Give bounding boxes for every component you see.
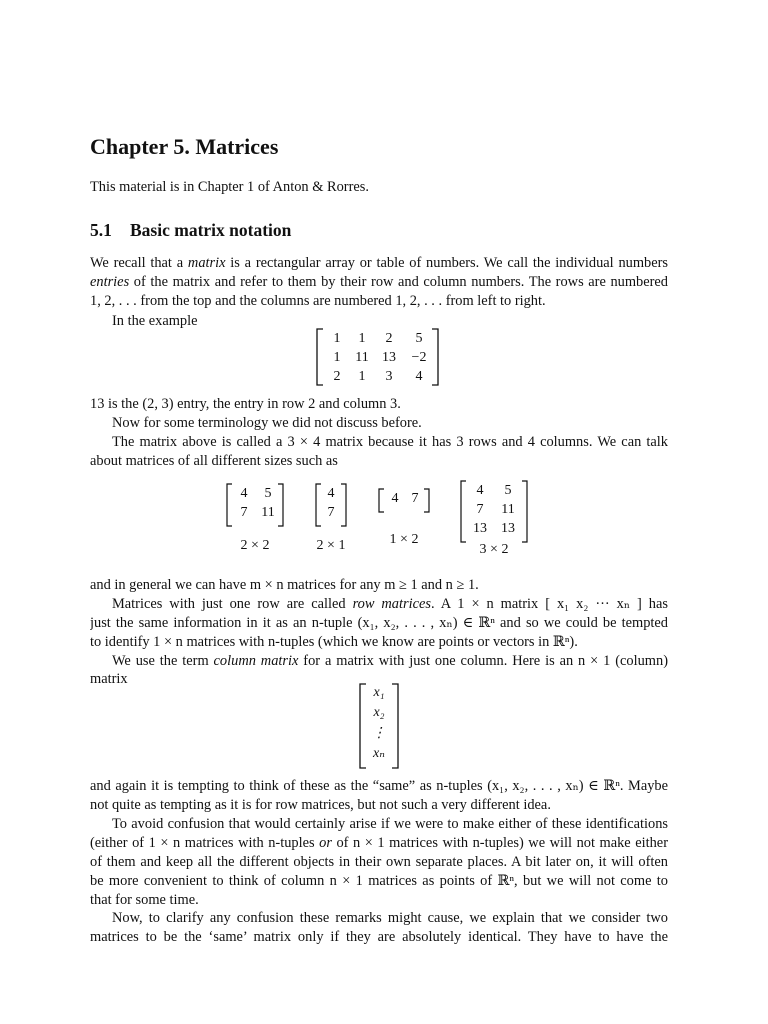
size-example-entry: 5: [504, 483, 512, 498]
size-example-entry: 7: [240, 505, 248, 520]
confusion-line-3: of them and keep all the different objects in their own separate places. A bit later on, it will often: [90, 854, 668, 870]
row-para-line-2: just the same information in it as an n-tuple (x₁, x₂, . . . , xₙ) ∈ ℝⁿ and so we could be tempted: [90, 615, 668, 631]
example-matrix-entry: 1: [333, 350, 341, 365]
size-example-matrix: [226, 483, 284, 527]
example-matrix-entry: 13: [382, 350, 396, 365]
col-para-line-1: We use the term column matrix for a matrix with just one column. Here is an n × 1 (column): [112, 653, 668, 669]
size-line-2: about matrices of all different sizes such as: [90, 453, 338, 469]
terminology-line: Now for some terminology we did not discuss before.: [112, 415, 422, 431]
column-matrix-entry: ⋮: [372, 726, 386, 741]
size-example-entry: 4: [476, 483, 484, 498]
size-example-entry: 11: [501, 502, 515, 517]
same-para-line-1: and again it is tempting to think of these as the “same” as n-tuples (x₁, x₂, . . . , xₙ) ∈ ℝⁿ. Maybe: [90, 778, 668, 794]
size-example-matrix: [378, 488, 430, 513]
column-matrix-entry: x₁: [373, 685, 385, 700]
size-example-entry: 5: [264, 486, 272, 501]
size-line-1: The matrix above is called a 3 × 4 matrix because it has 3 rows and 4 columns. We can talk: [112, 434, 668, 450]
clarify-line-2: matrices to be the ‘same’ matrix only if they are absolutely identical. They have to have the: [90, 929, 668, 945]
para1-line-3: 1, 2, . . . from the top and the columns are numbered 1, 2, . . . from left to right.: [90, 293, 546, 309]
example-matrix: [315, 327, 440, 387]
chapter-title: Chapter 5. Matrices: [90, 134, 279, 159]
example-matrix-entry: 11: [355, 350, 369, 365]
column-matrix: [358, 682, 400, 770]
row-para-line-1: Matrices with just one row are called row matrices. A 1 × n matrix [ x₁ x₂ ··· xₙ ] has: [112, 596, 668, 612]
para1-line-2: entries of the matrix and refer to them by their row and column numbers. The rows are numbered: [90, 274, 668, 290]
section-number: 5.1: [90, 220, 112, 240]
size-example-caption: 1 × 2: [389, 532, 419, 547]
column-matrix-entry: xₙ: [373, 746, 385, 761]
example-matrix-entry: −2: [411, 350, 427, 365]
example-matrix-entry: 2: [385, 331, 393, 346]
col-para-line-2: matrix: [90, 671, 128, 687]
example-matrix-entry: 1: [358, 331, 366, 346]
size-example-matrix: [315, 483, 347, 527]
confusion-line-4: be more convenient to think of column n × 1 matrices as points of ℝⁿ, but we will not come to: [90, 873, 668, 889]
size-example-caption: 3 × 2: [479, 542, 509, 557]
example-matrix-entry: 5: [415, 331, 423, 346]
size-example-entry: 13: [473, 521, 487, 536]
same-para-line-2: not quite as tempting as it is for row matrices, but not such a very different idea.: [90, 797, 551, 813]
size-example-caption: 2 × 1: [316, 538, 346, 553]
size-example-caption: 2 × 2: [240, 538, 270, 553]
example-matrix-entry: 1: [358, 369, 366, 384]
size-example-entry: 4: [240, 486, 248, 501]
intro-text: This material is in Chapter 1 of Anton & Rorres.: [90, 179, 369, 195]
clarify-line-1: Now, to clarify any confusion these remarks might cause, we explain that we consider two: [112, 910, 668, 926]
section-title: Basic matrix notation: [130, 220, 292, 240]
example-intro: In the example: [112, 313, 198, 329]
section-heading: [90, 220, 291, 241]
example-matrix-entry: 4: [415, 369, 423, 384]
general-line: and in general we can have m × n matrices for any m ≥ 1 and n ≥ 1.: [90, 577, 479, 593]
size-example-entry: 7: [327, 505, 335, 520]
confusion-line-2: (either of 1 × n matrices with n-tuples or of n × 1 matrices with n-tuples) we will not make either: [90, 835, 668, 851]
example-matrix-entry: 3: [385, 369, 393, 384]
example-matrix-entry: 2: [333, 369, 341, 384]
size-example-entry: 13: [501, 521, 515, 536]
example-matrix-entry: 1: [333, 331, 341, 346]
size-example-entry: 4: [327, 486, 335, 501]
size-example-matrix: [460, 480, 528, 543]
size-example-entry: 7: [411, 491, 419, 506]
confusion-line-5: that for some time.: [90, 892, 199, 908]
para1-line-1: We recall that a matrix is a rectangular array or table of numbers. We call the individual numbers: [90, 255, 668, 271]
entry-sentence: 13 is the (2, 3) entry, the entry in row 2 and column 3.: [90, 396, 401, 412]
size-example-entry: 11: [261, 505, 275, 520]
confusion-line-1: To avoid confusion that would certainly arise if we were to make either of these identifications: [112, 816, 668, 832]
size-example-entry: 4: [391, 491, 399, 506]
size-example-entry: 7: [476, 502, 484, 517]
column-matrix-entry: x₂: [373, 705, 385, 720]
row-para-line-3: to identify 1 × n matrices with n-tuples (which we know are points or vectors in ℝⁿ).: [90, 634, 578, 650]
